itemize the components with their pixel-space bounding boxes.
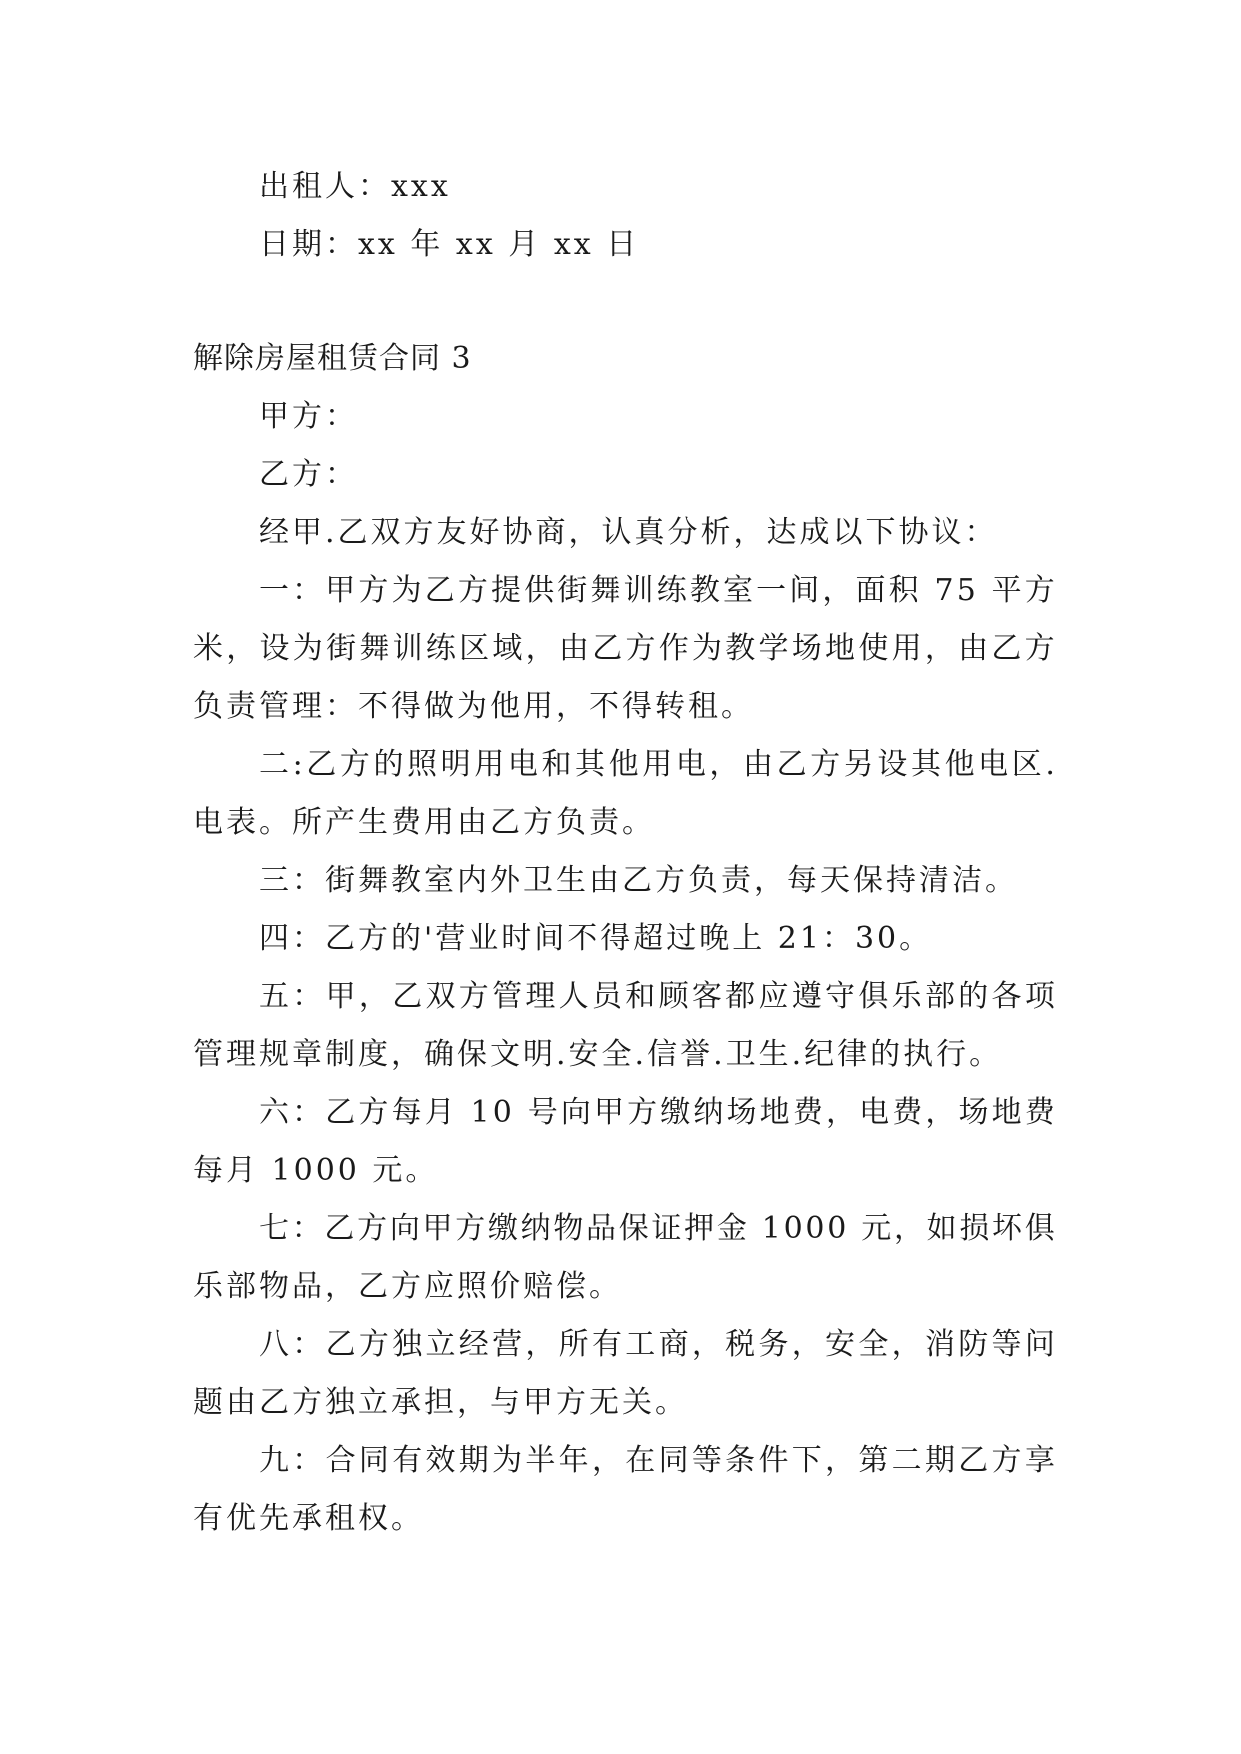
clause-line: 每月 1000 元。: [193, 1153, 439, 1188]
clause-line: 六 ： 乙 方 每 月 1 0 号 向 甲 方 缴 纳 场 地 费 ， 电 费 ， 场 地 费: [259, 1095, 1055, 1130]
clause-line: 二 : 乙 方 的 照 明 用 电 和 其 他 用 电 ， 由 乙 方 另 设 其 他 电 区 .: [259, 747, 1055, 782]
clause-9: [193, 1432, 1055, 1548]
clause-6: [193, 1084, 1055, 1200]
document-page: [193, 158, 1055, 1548]
clause-line: 一 ： 甲 方 为 乙 方 提 供 街 舞 训 练 教 室 一 间 ， 面 积 7 5 平 方: [259, 573, 1055, 608]
clause-list: [193, 562, 1055, 1548]
clause-line: 电表。所产生费用由乙方负责。: [193, 805, 655, 840]
clause-line: 四：乙方的'营业时间不得超过晚上 21：30。: [259, 921, 933, 956]
clause-line: 五 ： 甲 ， 乙 双 方 管 理 人 员 和 顾 客 都 应 遵 守 俱 乐 部 的 各 项: [259, 979, 1055, 1014]
date-line: 日期：xx 年 xx 月 xx 日: [259, 227, 640, 262]
contract-title: 解除房屋租赁合同 3: [193, 341, 472, 376]
clause-line: 九 ： 合 同 有 效 期 为 半 年 ， 在 同 等 条 件 下 ， 第 二 期 乙 方 享: [259, 1443, 1055, 1478]
clause-8: [193, 1316, 1055, 1432]
clause-7: [193, 1200, 1055, 1316]
clause-2: [193, 736, 1055, 852]
clause-line: 三：街舞教室内外卫生由乙方负责，每天保持清洁。: [259, 863, 1018, 898]
party-b-line: 乙方：: [259, 457, 358, 492]
lessor-line: 出租人：xxx: [259, 169, 451, 204]
clause-line: 有优先承租权。: [193, 1501, 424, 1536]
clause-line: 七 ： 乙 方 向 甲 方 缴 纳 物 品 保 证 押 金 1 0 0 0 元 ， 如 损 坏 俱: [259, 1211, 1055, 1246]
clause-line: 负责管理：不得做为他用，不得转租。: [193, 689, 754, 724]
clause-line: 八 ： 乙 方 独 立 经 营 ， 所 有 工 商 ， 税 务 ， 安 全 ， 消 防 等 问: [259, 1327, 1055, 1362]
clause-1: [193, 562, 1055, 736]
clause-3: [193, 852, 1055, 910]
clause-5: [193, 968, 1055, 1084]
section-gap: [193, 274, 1055, 330]
clause-line: 管理规章制度，确保文明.安全.信誉.卫生.纪律的执行。: [193, 1037, 1003, 1072]
clause-line: 题由乙方独立承担，与甲方无关。: [193, 1385, 688, 1420]
clause-4: [193, 910, 1055, 968]
party-a-line: 甲方：: [259, 399, 358, 434]
intro-line: 经甲.乙双方友好协商，认真分析，达成以下协议：: [259, 515, 998, 550]
clause-line: 乐部物品，乙方应照价赔偿。: [193, 1269, 622, 1304]
clause-line: 米 ， 设 为 街 舞 训 练 区 域 ， 由 乙 方 作 为 教 学 场 地 使 用 ， 由 乙 方: [193, 631, 1055, 666]
